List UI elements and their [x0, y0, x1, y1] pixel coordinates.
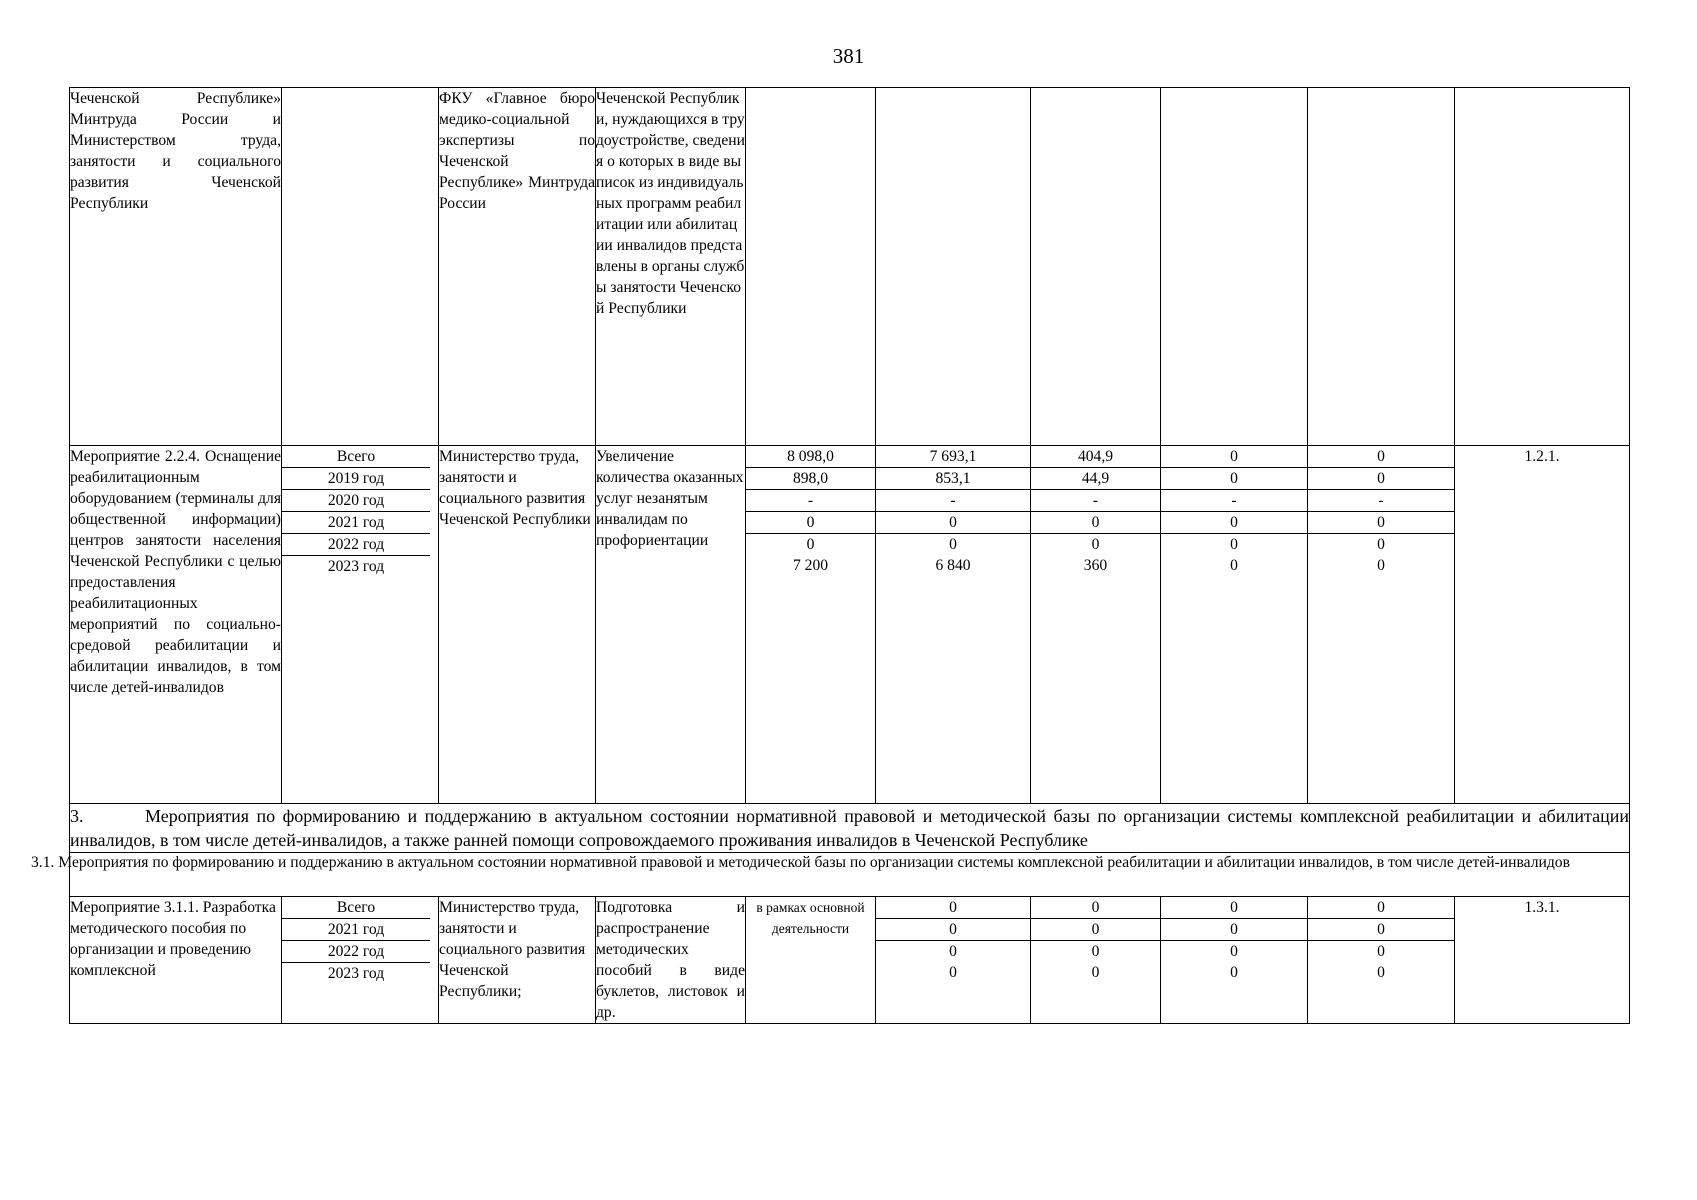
cont-executor-cell	[439, 88, 596, 446]
measure-224-name-text: Мероприятие 2.2.4. Оснащение реабилитационным оборудованием (терминалы для общественной информации) центров занятости населения Чеченской Республики с целью предоставления реабилитационных мероприятий по социально-средовой реабилитации и абилитации инвалидов, в том числе детей-инвалидов	[70, 448, 281, 696]
value-cell: 0	[1091, 964, 1100, 981]
value-cell: 7 200	[792, 557, 829, 574]
measure-311-years	[282, 897, 439, 1024]
value-cell: 7 693,1	[929, 448, 977, 465]
year-label: 2022 год	[282, 533, 430, 555]
year-label: Всего	[336, 899, 376, 916]
value-cell: 0	[1377, 964, 1385, 981]
value-cell: 0	[1230, 557, 1238, 574]
value-cell: 8 098,0	[787, 448, 834, 465]
value-cell: 0	[1230, 899, 1238, 916]
year-label: 2022 год	[282, 940, 430, 962]
value-cell: 0	[876, 511, 1030, 533]
section-3-heading	[70, 804, 1630, 853]
program-table	[31, 87, 1630, 1024]
measure-224-result-text: Увеличение количества оказанных услуг незанятым инвалидам по профориентации	[596, 448, 744, 549]
value-cell: -	[1161, 489, 1307, 511]
value-cell: -	[1308, 489, 1454, 511]
measure-224-total	[746, 446, 876, 804]
measure-311-row	[70, 897, 1630, 1024]
value-cell: 0	[1230, 964, 1238, 981]
value-cell: 404,9	[1077, 448, 1114, 465]
value-cell: 0	[1308, 511, 1454, 533]
cont-result-text: Чеченской Республики, нуждающихся в трудоустройстве, сведения о которых в виде выписок из индивидуальных программ реабилитации или абилитации инвалидов представлены в органы службы занятости Чеченской Республики	[596, 90, 745, 317]
measure-311-col7	[1031, 897, 1161, 1024]
measure-224-years	[282, 446, 439, 804]
value-cell: 6 840	[935, 557, 971, 574]
cont-empty-9	[1308, 88, 1455, 446]
value-cell: 0	[876, 940, 1030, 962]
value-cell: -	[876, 489, 1030, 511]
value-cell: 0	[876, 533, 1030, 555]
year-label: 2023 год	[282, 962, 430, 984]
cont-empty-8	[1161, 88, 1308, 446]
value-cell: 0	[1161, 940, 1307, 962]
cont-responsible-cell	[70, 88, 282, 446]
value-cell: 0	[1031, 533, 1160, 555]
measure-224-indicator	[1455, 446, 1630, 804]
year-label: Всего	[336, 448, 376, 465]
section-3-text: Мероприятия по формированию и поддержанию в актуальном состоянии нормативной правовой и методической базы по организации системы комплексной реабилитации и абилитации инвалидов, в том числе детей-инвалидов, а также ранней помощи сопровождаемого проживания инвалидов в Чеченской Республике	[70, 806, 1630, 850]
value-cell: 0	[1308, 940, 1454, 962]
measure-311-note-text: в рамках основной деятельности	[756, 900, 865, 936]
value-cell: 0	[876, 918, 1030, 940]
value-cell: 0	[1091, 899, 1100, 916]
value-cell: 898,0	[746, 467, 875, 489]
value-cell: 0	[1308, 918, 1454, 940]
indicator-code: 1.3.1.	[1524, 899, 1560, 916]
measure-224-executor	[439, 446, 596, 804]
measure-311-indicator	[1455, 897, 1630, 1024]
measure-311-executor	[439, 897, 596, 1024]
measure-311-result	[596, 897, 746, 1024]
year-label: 2020 год	[282, 489, 430, 511]
section-31-heading	[31, 853, 1630, 897]
value-cell: 0	[1308, 533, 1454, 555]
value-cell: 0	[746, 511, 875, 533]
value-cell: 0	[1308, 467, 1454, 489]
measure-224-executor-text: Министерство труда, занятости и социального развития Чеченской Республики	[439, 448, 591, 528]
section-3-number: 3.	[70, 806, 84, 826]
measure-224-result	[596, 446, 746, 804]
year-label: 2019 год	[282, 467, 430, 489]
measure-224-row	[70, 446, 1630, 804]
cont-empty-5	[746, 88, 876, 446]
measure-311-name-text: Мероприятие 3.1.1. Разработка методического пособия по организации и проведению комплексной	[70, 899, 276, 979]
cont-responsible-text: Чеченской Республике» Минтруда России и Министерством труда, занятости и социального развития Чеченской Республики	[70, 90, 281, 212]
page-number: 381	[832, 44, 865, 68]
value-cell: 0	[1377, 448, 1385, 465]
measure-311-executor-text: Министерство труда, занятости и социального развития Чеченской Республики;	[439, 899, 586, 1000]
value-cell: 0	[1161, 511, 1307, 533]
section-31-row	[70, 853, 1630, 897]
indicator-code: 1.2.1.	[1524, 448, 1560, 465]
cont-empty-7	[1031, 88, 1161, 446]
measure-311-note	[746, 897, 876, 1024]
value-cell: 0	[949, 964, 957, 981]
value-cell: 0	[1031, 940, 1160, 962]
cont-empty-6	[876, 88, 1031, 446]
section-31-text: Мероприятия по формированию и поддержанию в актуальном состоянии нормативной правовой и методической базы по организации системы комплексной реабилитации и абилитации инвалидов, в том числе детей-инвалидов	[58, 854, 1570, 871]
value-cell: 0	[949, 899, 957, 916]
value-cell: 360	[1083, 557, 1108, 574]
continuation-row	[70, 88, 1630, 446]
value-cell: 0	[1031, 511, 1160, 533]
value-cell: 0	[1377, 899, 1385, 916]
cont-empty-period	[282, 88, 439, 446]
value-cell: 0	[1161, 918, 1307, 940]
year-label: 2021 год	[282, 511, 430, 533]
year-label: 2021 год	[282, 918, 430, 940]
value-cell: 0	[1377, 557, 1385, 574]
cont-executor-text: ФКУ «Главное бюро медико-социальной экспертизы по Чеченской Республике» Минтруда России	[439, 90, 595, 212]
value-cell: 853,1	[876, 467, 1030, 489]
measure-224-name	[70, 446, 282, 804]
measure-311-col8	[1161, 897, 1308, 1024]
cont-result-cell	[596, 88, 746, 446]
value-cell: 44,9	[1031, 467, 1160, 489]
measure-311-col9	[1308, 897, 1455, 1024]
measure-224-col6	[876, 446, 1031, 804]
section-31-number: 3.1.	[31, 854, 55, 871]
measure-224-col7	[1031, 446, 1161, 804]
value-cell: 0	[1230, 448, 1238, 465]
year-label: 2023 год	[282, 555, 430, 577]
measure-224-col9	[1308, 446, 1455, 804]
value-cell: 0	[1161, 533, 1307, 555]
measure-224-col8	[1161, 446, 1308, 804]
cont-empty-10	[1455, 88, 1630, 446]
measure-311-result-text: Подготовка и распространение методических пособий в виде буклетов, листовок и др.	[596, 899, 745, 1021]
value-cell: 0	[746, 533, 875, 555]
measure-311-name	[70, 897, 282, 1024]
value-cell: 0	[1161, 467, 1307, 489]
value-cell: -	[746, 489, 875, 511]
value-cell: 0	[1031, 918, 1160, 940]
value-cell: -	[1031, 489, 1160, 511]
section-3-row	[70, 804, 1630, 853]
measure-311-col6	[876, 897, 1031, 1024]
